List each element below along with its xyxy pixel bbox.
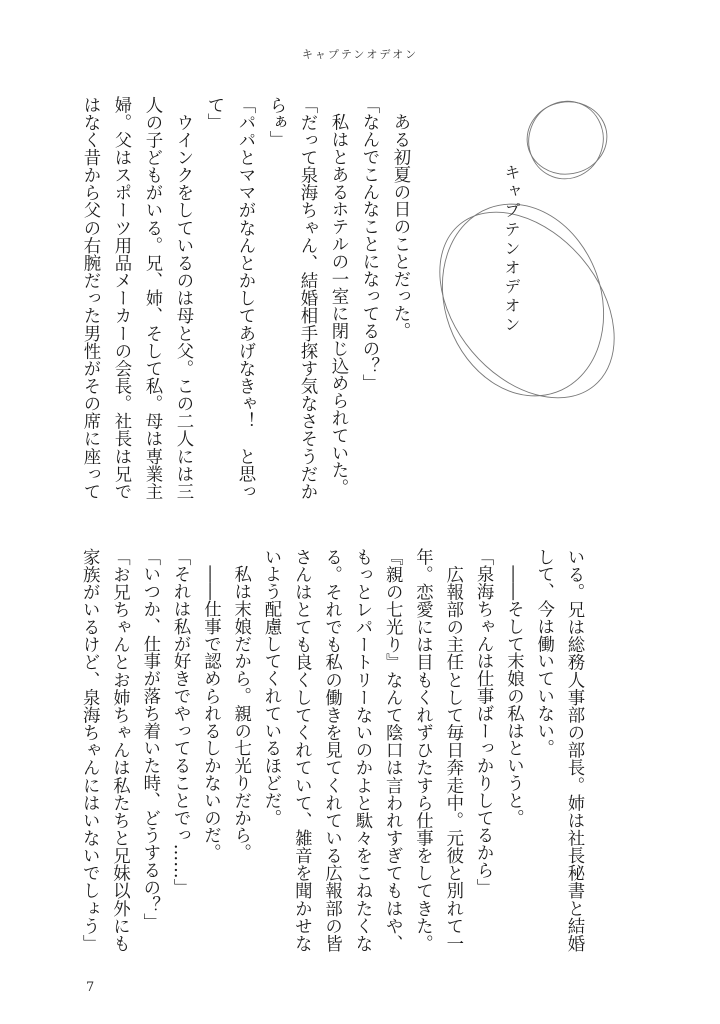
large-loop xyxy=(404,178,649,431)
text-column: ――そして末娘の私はというと。 xyxy=(503,548,524,827)
text-column: 『親の七光り』なんて陰口は言われすぎてもはや、 xyxy=(382,548,403,952)
text-column: 婦。父はスポーツ用品メーカーの会長。社長は兄で xyxy=(111,96,131,500)
text-column: る。それでも私の働きを見てくれている広報部の皆 xyxy=(321,548,342,952)
text-column: さんはとても良くしてくれていて、雑音を聞かせな xyxy=(291,548,312,952)
text-column: 「いつか、仕事が落ち着いた時、どうするの？」 xyxy=(139,548,160,931)
text-column: 「なんでこんなことになってるの？」 xyxy=(359,96,379,392)
text-column: 人の子どもがいる。兄、姉、そして私。母は専業主 xyxy=(142,96,162,500)
text-column: 広報部の主任として毎日奔走中。元彼と別れて一 xyxy=(442,548,463,952)
text-column: らぁ」 xyxy=(266,96,286,149)
text-column: いる。兄は総務人事部の部長。姉は社長秘書と結婚 xyxy=(564,548,584,952)
text-column: もっとレパートリーないのかよと駄々をこねたくな xyxy=(351,548,372,952)
text-column: ウインクをしているのは母と父。この二人には三 xyxy=(173,96,193,500)
small-circle xyxy=(521,96,612,181)
text-column: 家族がいるけど、泉海ちゃんにはいないでしょう」 xyxy=(79,548,100,952)
text-column: 「だって泉海ちゃん、結婚相手探す気なさそうだか xyxy=(297,96,317,500)
text-column: ある初夏の日のことだった。 xyxy=(390,96,410,340)
text-column: ――仕事で認められるしかないのだ。 xyxy=(200,548,221,862)
text-column: いよう配慮してくれているほどだ。 xyxy=(261,548,281,827)
page-number: 7 xyxy=(86,980,95,995)
text-column: はなく昔から父の右腕だった男性がその席に座って xyxy=(80,96,100,500)
text-column: て」 xyxy=(204,96,224,131)
running-head: キャプテンオデオン xyxy=(301,48,419,61)
chapter-title: キャプテンオデオン xyxy=(502,164,521,335)
text-column: 「パパとママがなんとかしてあげなきゃ！ と思っ xyxy=(235,96,255,500)
text-column: 「泉海ちゃんは仕事ばーっかりしてるから」 xyxy=(473,548,494,896)
text-column: 年。恋愛には目もくれずひたすら仕事をしてきた。 xyxy=(412,548,433,952)
text-column: 私はとあるホテルの一室に閉じ込められていた。 xyxy=(328,96,348,497)
text-column: 「それは私が好きでやってることでっ……」 xyxy=(170,548,191,896)
text-column: 私は末娘だから。親の七光りだから。 xyxy=(230,548,251,862)
text-column: 「お兄ちゃんとお姉ちゃんは私たちと兄妹以外にも xyxy=(109,548,130,952)
text-column: して、今は働いていない。 xyxy=(533,548,554,757)
